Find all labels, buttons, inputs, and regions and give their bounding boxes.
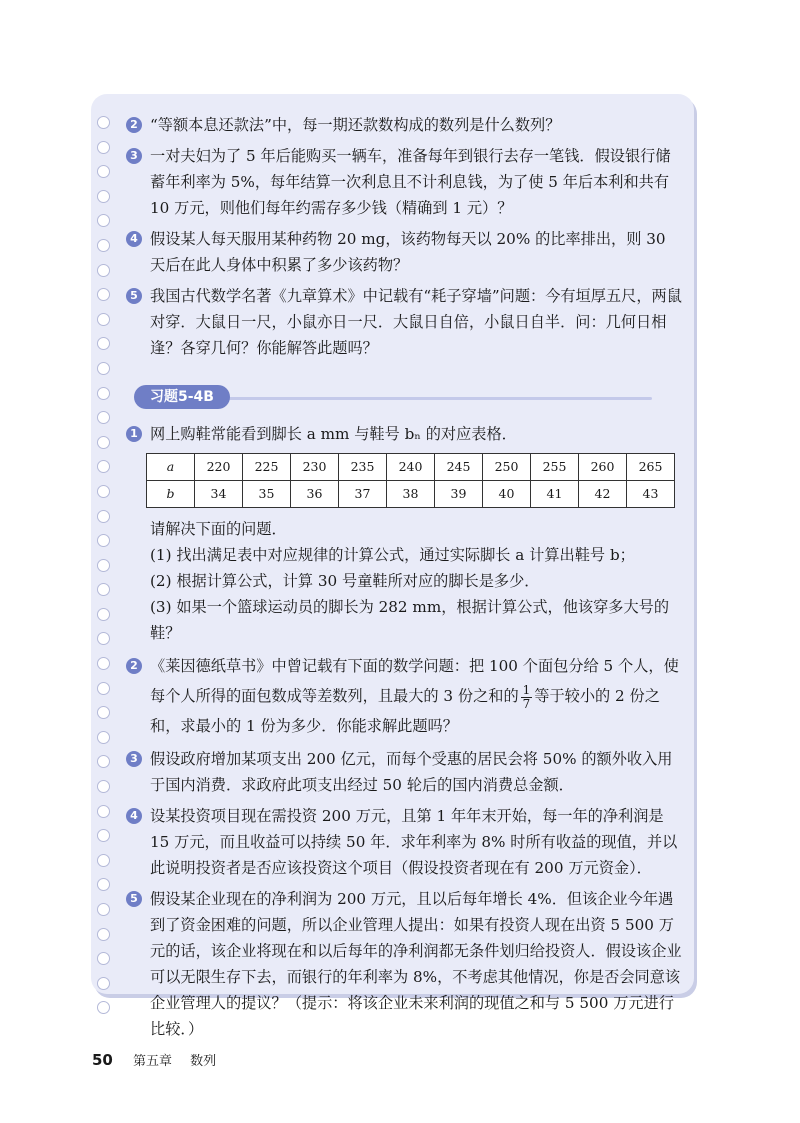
binder-hole (97, 141, 110, 154)
fraction-numerator: 1 (522, 682, 531, 697)
table-cell: 34 (195, 481, 243, 508)
binder-hole (97, 436, 110, 449)
chapter-title: 数列 (190, 1054, 217, 1069)
table-row-foot-length (147, 454, 675, 481)
binder-hole (97, 534, 110, 547)
section-rule (224, 397, 652, 400)
problem-text: 设某投资项目现在需投资 200 万元，且第 1 年年末开始，每一年的净利润是 15 万元，而且收益可以持续 50 年．求年利率为 8% 时所有收益的现值，并以此说明投资者是否应该投资这个项目（假设投资者现在有 200 万元资金）． (150, 807, 678, 877)
binder-hole (97, 583, 110, 596)
binder-hole (97, 288, 110, 301)
problem-a2 (126, 112, 682, 138)
problem-number-badge: 3 (126, 148, 142, 164)
binder-hole (97, 362, 110, 375)
table-cell: 39 (435, 481, 483, 508)
problem-text-part2: 等于较小的 2 份之和，求最小的 1 份为多少．你能求解此题吗？ (150, 687, 660, 735)
binder-hole (97, 977, 110, 990)
problem-text: 假设某人每天服用某种药物 20 mg，该药物每天以 20% 的比率排出，则 30 天后在此人身体中积累了多少该药物？ (150, 230, 666, 274)
problem-b5 (126, 886, 682, 1042)
binder-hole (97, 387, 110, 400)
binder-hole (97, 878, 110, 891)
table-cell: 255 (531, 454, 579, 481)
table-cell: 230 (291, 454, 339, 481)
table-row-label: b (147, 481, 195, 508)
table-cell: 37 (339, 481, 387, 508)
fraction-denominator: 7 (522, 696, 531, 711)
table-cell: 40 (483, 481, 531, 508)
table-cell: 265 (627, 454, 675, 481)
section-title: 习题5-4B (134, 385, 230, 409)
table-cell: 235 (339, 454, 387, 481)
binder-hole (97, 682, 110, 695)
problem-number-badge: 2 (126, 658, 142, 674)
problem-a3 (126, 143, 682, 221)
binder-hole (97, 264, 110, 277)
binder-hole (97, 337, 110, 350)
binder-hole (97, 214, 110, 227)
problem-text-part1: 《莱因德纸草书》中曾记载有下面的数学问题：把 100 个面包分给 5 个人，使每个人所得的面包数成等差数列，且最大的 3 份之和的 (150, 657, 679, 705)
table-cell: 250 (483, 454, 531, 481)
table-cell: 260 (579, 454, 627, 481)
binder-hole (97, 829, 110, 842)
binder-hole (97, 165, 110, 178)
table-cell: 38 (387, 481, 435, 508)
shoe-size-table (146, 453, 675, 508)
problem-number-badge: 4 (126, 231, 142, 247)
binder-hole (97, 805, 110, 818)
binder-hole (97, 510, 110, 523)
problem-b1-q1: (1) 找出满足表中对应规律的计算公式，通过实际脚长 a 计算出鞋号 b； (150, 546, 635, 564)
problem-text: 假设某企业现在的净利润为 200 万元，且以后每年增长 4%．但该企业今年遇到了资金困难的问题，所以企业管理人提出：如果有投资人现在出资 5 500 万元的话，该企业将现在和以后每年的净利润都无条件划归给投资人．假设该企业可以无限生存下去，而银行的年利率为 8%，不考虑其他情况，你是否会同意该企业管理人的提议？（提示：将该企业未来利润的现值之和与 5 500 万元进行比较．） (150, 890, 682, 1038)
binder-holes (97, 116, 111, 1026)
problem-number-badge: 2 (126, 117, 142, 133)
binder-hole (97, 313, 110, 326)
table-cell: 245 (435, 454, 483, 481)
page-footer (92, 1050, 216, 1069)
table-cell: 42 (579, 481, 627, 508)
table-row-label: a (147, 454, 195, 481)
problem-text: 假设政府增加某项支出 200 亿元，而每个受惠的居民会将 50% 的额外收入用于国内消费．求政府此项支出经过 50 轮后的国内消费总金额． (150, 750, 673, 794)
binder-hole (97, 706, 110, 719)
binder-hole (97, 1001, 110, 1014)
binder-hole (97, 755, 110, 768)
table-cell: 240 (387, 454, 435, 481)
problem-text: 一对夫妇为了 5 年后能购买一辆车，准备每年到银行去存一笔钱．假设银行储蓄年利率为 5%，每年结算一次利息且不计利息钱，为了使 5 年后本利和共有 10 万元，则他们每年约需存多少钱（精确到 1 元）？ (150, 147, 671, 217)
table-cell: 43 (627, 481, 675, 508)
binder-hole (97, 116, 110, 129)
binder-hole (97, 657, 110, 670)
page-number: 50 (92, 1051, 113, 1069)
binder-hole (97, 460, 110, 473)
problem-text: 网上购鞋常能看到脚长 a mm 与鞋号 bₙ 的对应表格． (150, 425, 517, 443)
problem-number-badge: 5 (126, 891, 142, 907)
problem-number-badge: 3 (126, 751, 142, 767)
problem-number-badge: 4 (126, 808, 142, 824)
problem-number-badge: 5 (126, 288, 142, 304)
problem-a5 (126, 283, 682, 361)
problem-text: 我国古代数学名著《九章算术》中记载有“耗子穿墙”问题：今有垣厚五尺，两鼠对穿．大鼠日一尺，小鼠亦日一尺．大鼠日自倍，小鼠日自半．问：几何日相逢？各穿几何？你能解答此题吗？ (150, 287, 682, 357)
binder-hole (97, 411, 110, 424)
binder-hole (97, 731, 110, 744)
problem-b4 (126, 803, 682, 881)
problem-number-badge: 1 (126, 426, 142, 442)
table-cell: 220 (195, 454, 243, 481)
binder-hole (97, 780, 110, 793)
binder-hole (97, 928, 110, 941)
section-header (134, 385, 682, 411)
binder-hole (97, 854, 110, 867)
problem-b1-lead: 请解决下面的问题． (150, 520, 287, 538)
problem-b3 (126, 746, 682, 798)
binder-hole (97, 485, 110, 498)
table-cell: 225 (243, 454, 291, 481)
exercise-content (126, 112, 682, 1042)
problem-b2 (126, 651, 682, 741)
binder-hole (97, 952, 110, 965)
problem-b1-q2: (2) 根据计算公式，计算 30 号童鞋所对应的脚长是多少． (150, 572, 540, 590)
table-cell: 35 (243, 481, 291, 508)
binder-hole (97, 608, 110, 621)
binder-hole (97, 632, 110, 645)
problem-a4 (126, 226, 682, 278)
binder-hole (97, 903, 110, 916)
problem-b1-q3: (3) 如果一个篮球运动员的脚长为 282 mm，根据计算公式，他该穿多大号的鞋？ (150, 598, 670, 642)
binder-hole (97, 239, 110, 252)
table-cell: 36 (291, 481, 339, 508)
problem-b1 (126, 421, 682, 447)
chapter-label: 第五章 (133, 1054, 173, 1069)
binder-hole (97, 559, 110, 572)
table-cell: 41 (531, 481, 579, 508)
fraction (521, 684, 533, 711)
binder-hole (97, 190, 110, 203)
problem-text: “等额本息还款法”中，每一期还款数构成的数列是什么数列？ (150, 116, 561, 134)
table-row-shoe-size (147, 481, 675, 508)
